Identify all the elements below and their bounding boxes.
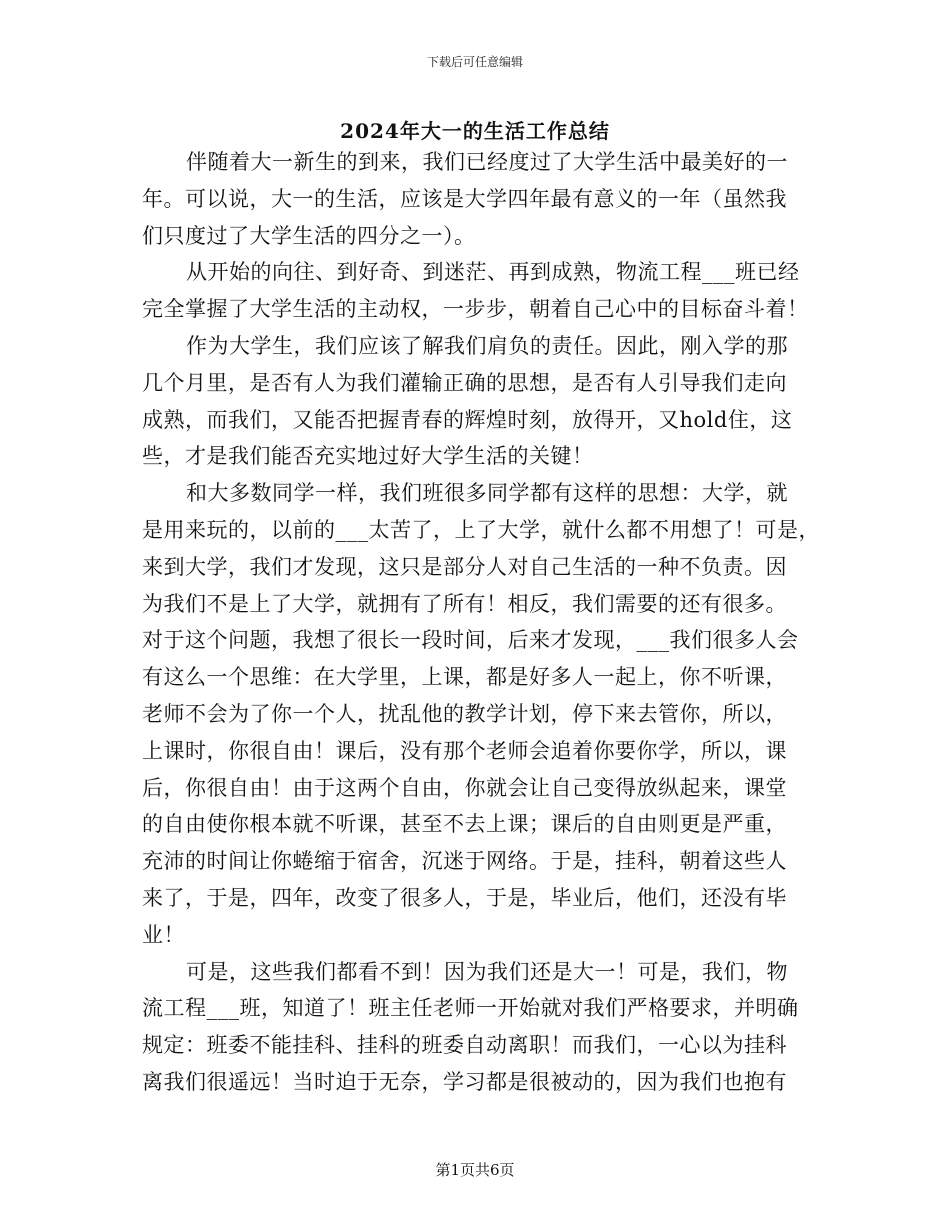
body-line: 上课时，你很自由！课后，没有那个老师会追着你要你学，所以，课: [142, 738, 787, 763]
body-line: 业！: [142, 922, 185, 947]
body-line: 的自由使你根本就不听课，甚至不去上课；课后的自由则更是严重，: [142, 812, 787, 837]
body-line: 老师不会为了你一个人，扰乱他的教学计划，停下来去管你，所以，: [142, 701, 787, 726]
body-line: 成熟，而我们，又能否把握青春的辉煌时刻，放得开，又hold住，这: [142, 407, 793, 432]
body-line: 和大多数同学一样，我们班很多同学都有这样的思想：大学，就: [186, 481, 788, 506]
body-line: 是用来玩的，以前的___太苦了，上了大学，就什么都不用想了！可是，: [142, 517, 820, 542]
body-line: 完全掌握了大学生活的主动权，一步步，朝着自己心中的目标奋斗着！: [142, 297, 809, 322]
body-line: 年。可以说，大一的生活，应该是大学四年最有意义的一年（虽然我: [142, 186, 787, 211]
body-line: 流工程___班，知道了！班主任老师一开始就对我们严格要求，并明确: [142, 996, 799, 1021]
body-line: 规定：班委不能挂科、挂科的班委自动离职！而我们，一心以为挂科: [142, 1033, 787, 1058]
body-line: 来到大学，我们才发现，这只是部分人对自己生活的一种不负责。因: [142, 554, 787, 579]
page-footer: 第1页共6页: [435, 1161, 515, 1179]
document-title: 2024年大一的生活工作总结: [340, 119, 610, 143]
body-line: 可是，这些我们都看不到！因为我们还是大一！可是，我们，物: [186, 959, 788, 984]
body-line: 后，你很自由！由于这两个自由，你就会让自己变得放纵起来，课堂: [142, 775, 787, 800]
document-body: [142, 144, 820, 1101]
body-line: 对于这个问题，我想了很长一段时间，后来才发现，___我们很多人会: [142, 628, 799, 653]
body-line: 们只度过了大学生活的四分之一）。: [142, 223, 476, 248]
body-line: 充沛的时间让你蜷缩于宿舍，沉迷于网络。于是，挂科，朝着这些人: [142, 849, 787, 874]
body-line: 些，才是我们能否充实地过好大学生活的关键！: [142, 444, 594, 469]
body-line: 来了，于是，四年，改变了很多人，于是，毕业后，他们，还没有毕: [142, 885, 787, 910]
body-line: 有这么一个思维：在大学里，上课，都是好多人一起上，你不听课，: [142, 665, 787, 690]
body-line: 几个月里，是否有人为我们灌输正确的思想，是否有人引导我们走向: [142, 370, 787, 395]
body-line: 作为大学生，我们应该了解我们肩负的责任。因此，刚入学的那: [186, 333, 788, 358]
body-line: 从开始的向往、到好奇、到迷茫、再到成熟，物流工程___班已经: [186, 260, 800, 285]
body-line: 离我们很遥远！当时迫于无奈，学习都是很被动的，因为我们也抱有: [142, 1069, 787, 1094]
body-line: 伴随着大一新生的到来，我们已经度过了大学生活中最美好的一: [186, 150, 788, 174]
header-note: 下载后可任意编辑: [426, 55, 523, 69]
body-line: 为我们不是上了大学，就拥有了所有！相反，我们需要的还有很多。: [142, 591, 787, 616]
